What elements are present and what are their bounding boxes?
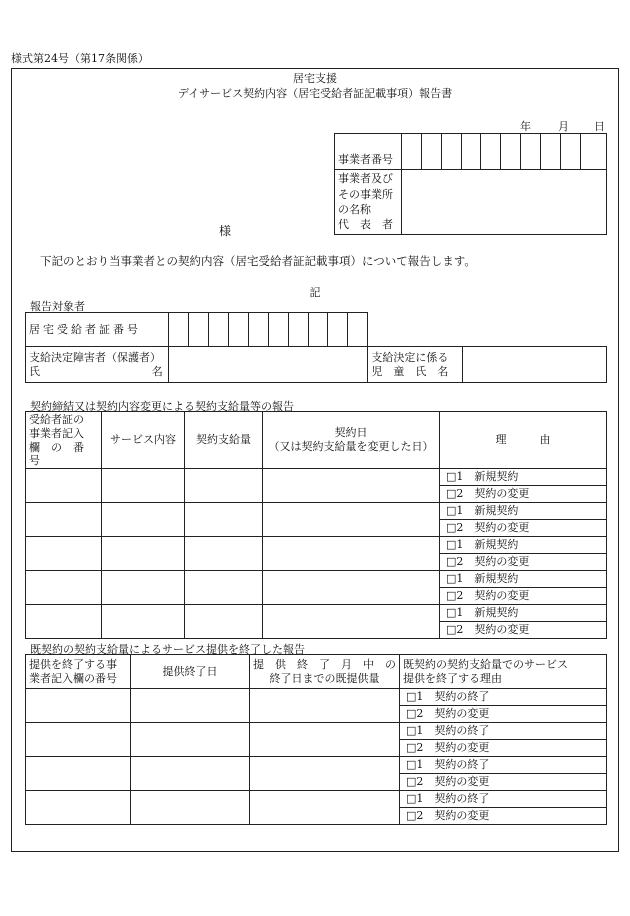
date-month: 月 (558, 120, 569, 133)
s2-amount-cell[interactable] (250, 757, 400, 791)
s1-header-reason: 理 由 (440, 412, 607, 469)
ki-label: 記 (309, 286, 321, 299)
page-title: デイサービス契約内容（居宅受給者証記載事項）報告書 (177, 87, 453, 100)
guardian-name-label: 支給決定障害者（保護者） 氏 名 (26, 347, 169, 383)
s2-end-date-cell[interactable] (131, 791, 250, 825)
s2-entry-cell[interactable] (26, 791, 131, 825)
cert-digit-cell[interactable] (348, 313, 368, 347)
s2-option-end[interactable]: □1 契約の終了 (400, 689, 607, 706)
s2-header-reason: 既契約の契約支給量でのサービス 提供を終了する理由 (400, 655, 607, 689)
provider-digit-cell[interactable] (521, 134, 541, 170)
s1-option-new[interactable]: □1 新規契約 (440, 537, 607, 554)
cert-digit-cell[interactable] (208, 313, 228, 347)
s1-option-new[interactable]: □1 新規契約 (440, 571, 607, 588)
s1-amount-cell[interactable] (185, 503, 263, 537)
cert-no-label: 居宅受給者証番号 (26, 313, 169, 347)
subject-table (25, 312, 607, 383)
s2-header-end-date: 提供終了日 (131, 655, 250, 689)
date-day: 日 (594, 120, 605, 133)
guardian-name-field[interactable] (168, 347, 368, 383)
provider-digit-cell[interactable] (581, 134, 607, 170)
s1-option-change[interactable]: □2 契約の変更 (440, 554, 607, 571)
s2-option-change[interactable]: □2 契約の変更 (400, 808, 607, 825)
s2-end-date-cell[interactable] (131, 757, 250, 791)
s2-entry-cell[interactable] (26, 757, 131, 791)
provider-digit-cell[interactable] (541, 134, 561, 170)
section2-heading: 既契約の契約支給量によるサービス提供を終了した報告 (30, 643, 305, 656)
s1-date-cell[interactable] (263, 469, 440, 503)
s1-date-cell[interactable] (263, 503, 440, 537)
cert-digit-cell[interactable] (328, 313, 348, 347)
provider-digit-cell[interactable] (401, 134, 421, 170)
s2-option-change[interactable]: □2 契約の変更 (400, 774, 607, 791)
s1-amount-cell[interactable] (185, 605, 263, 639)
cert-digit-cell[interactable] (268, 313, 288, 347)
provider-digit-cell[interactable] (501, 134, 521, 170)
blank-area (368, 313, 607, 347)
date-year: 年 (520, 120, 531, 133)
s1-option-new[interactable]: □1 新規契約 (440, 503, 607, 520)
s1-header-entry-no: 受給者証の 事業者記入 欄 の 番 号 (26, 412, 102, 469)
form-number: 様式第24号（第17条関係） (11, 52, 149, 65)
s1-service-cell[interactable] (102, 571, 185, 605)
s2-amount-cell[interactable] (250, 791, 400, 825)
cert-digit-cell[interactable] (308, 313, 328, 347)
s1-entry-cell[interactable] (26, 503, 102, 537)
cert-digit-cell[interactable] (188, 313, 208, 347)
cert-digit-cell[interactable] (168, 313, 188, 347)
addressee-suffix: 様 (219, 224, 232, 238)
s1-service-cell[interactable] (102, 503, 185, 537)
s1-option-change[interactable]: □2 契約の変更 (440, 588, 607, 605)
subject-heading: 報告対象者 (30, 300, 85, 313)
s2-entry-cell[interactable] (26, 689, 131, 723)
provider-digit-cell[interactable] (421, 134, 441, 170)
s2-option-end[interactable]: □1 契約の終了 (400, 791, 607, 808)
section1-table (25, 411, 607, 639)
intro-text: 下記のとおり当事業者との契約内容（居宅受給者証記載事項）について報告します。 (40, 254, 476, 268)
cert-digit-cell[interactable] (228, 313, 248, 347)
child-name-field[interactable] (463, 347, 607, 383)
s2-option-change[interactable]: □2 契約の変更 (400, 706, 607, 723)
s1-date-cell[interactable] (263, 571, 440, 605)
s1-option-new[interactable]: □1 新規契約 (440, 469, 607, 486)
s2-end-date-cell[interactable] (131, 723, 250, 757)
provider-digit-cell[interactable] (441, 134, 461, 170)
s2-end-date-cell[interactable] (131, 689, 250, 723)
s2-entry-cell[interactable] (26, 723, 131, 757)
section2-table (25, 654, 607, 825)
title-line-1: 居宅支援 (293, 72, 337, 85)
s1-service-cell[interactable] (102, 537, 185, 571)
s1-header-service: サービス内容 (102, 412, 185, 469)
child-name-label: 支給決定に係る 児 童 氏 名 (368, 347, 463, 383)
s2-amount-cell[interactable] (250, 689, 400, 723)
s2-header-entry: 提供を終了する事 業者記入欄の番号 (26, 655, 131, 689)
s1-option-new[interactable]: □1 新規契約 (440, 605, 607, 622)
s1-header-date: 契約日 （又は契約支給量を変更した日） (263, 412, 440, 469)
provider-name-field[interactable] (401, 170, 606, 235)
s1-entry-cell[interactable] (26, 605, 102, 639)
s1-date-cell[interactable] (263, 537, 440, 571)
provider-name-label: 事業者及び その事業所 の名称 代 表 者 (335, 170, 402, 235)
s2-option-end[interactable]: □1 契約の終了 (400, 723, 607, 740)
s2-amount-cell[interactable] (250, 723, 400, 757)
provider-number-label: 事業者番号 (335, 134, 402, 170)
provider-digit-cell[interactable] (461, 134, 481, 170)
provider-table (334, 133, 607, 235)
s1-date-cell[interactable] (263, 605, 440, 639)
s1-amount-cell[interactable] (185, 469, 263, 503)
s1-amount-cell[interactable] (185, 571, 263, 605)
s1-header-amount: 契約支給量 (185, 412, 263, 469)
s2-option-change[interactable]: □2 契約の変更 (400, 740, 607, 757)
section1-heading: 契約締結又は契約内容変更による契約支給量等の報告 (30, 400, 294, 413)
s1-amount-cell[interactable] (185, 537, 263, 571)
s1-option-change[interactable]: □2 契約の変更 (440, 486, 607, 503)
s1-option-change[interactable]: □2 契約の変更 (440, 520, 607, 537)
s2-header-amount: 提 供 終 了 月 中 の 終了日までの既提供量 (250, 655, 400, 689)
s1-option-change[interactable]: □2 契約の変更 (440, 622, 607, 639)
provider-digit-cell[interactable] (561, 134, 581, 170)
s1-service-cell[interactable] (102, 605, 185, 639)
s1-entry-cell[interactable] (26, 537, 102, 571)
s2-option-end[interactable]: □1 契約の終了 (400, 757, 607, 774)
s1-service-cell[interactable] (102, 469, 185, 503)
s1-entry-cell[interactable] (26, 469, 102, 503)
provider-digit-cell[interactable] (481, 134, 501, 170)
cert-digit-cell[interactable] (248, 313, 268, 347)
cert-digit-cell[interactable] (288, 313, 308, 347)
s1-entry-cell[interactable] (26, 571, 102, 605)
